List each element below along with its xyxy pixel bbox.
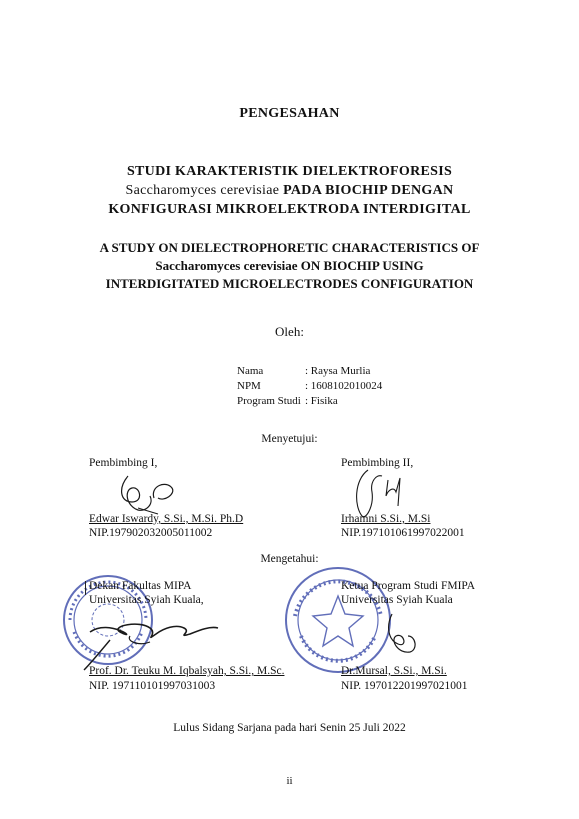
by-label: Oleh: [275,324,304,339]
title-en-line1: A STUDY ON DIELECTROPHORETIC CHARACTERISTICS OF [99,240,480,255]
title-id-line3: KONFIGURASI MIKROELEKTRODA INTERDIGITAL [108,202,471,217]
dean-role-line2: Universitas Syiah Kuala, [89,594,204,606]
acknowledged-label: Mengetahui: [260,553,319,565]
supervisor1-role: Pembimbing I, [89,457,158,469]
author-identity [237,364,437,409]
title-en-line3: INTERDIGITATED MICROELECTRODES CONFIGURATION [105,276,474,291]
name-value: : Raysa Murlia [305,365,371,377]
npm-label: NPM [237,380,261,392]
prodi-label: Program Studi [237,395,301,407]
dean-role-line1: Dekan Fakultas MIPA [89,580,192,592]
supervisor1-signature [110,468,190,516]
supervisor1-nip: NIP.197902032005011002 [89,527,213,539]
supervisor2-name: Irhamni S.Si., M.Si [341,513,431,525]
title-id-line2 [0,181,579,200]
title-id-line1: STUDI KARAKTERISTIK DIELEKTROFORESIS [126,164,453,179]
supervisor2-nip: NIP.197101061997022001 [341,527,465,539]
supervisor2-role: Pembimbing II, [341,457,414,469]
title-en-line2: Saccharomyces cerevisiae ON BIOCHIP USING [155,258,424,273]
head-program-name: Dr.Mursal, S.Si., M.Si. [341,665,447,677]
thesis-title-indonesian [0,162,579,219]
title-id-species: Saccharomyces cerevisiae [125,183,280,198]
dean-name: Prof. Dr. Teuku M. Iqbalsyah, S.Si., M.Sc. [89,665,285,677]
head-role-line2: Universitas Syiah Kuala [341,594,453,606]
approved-label: Menyetujui: [261,433,318,445]
page-number: ii [286,775,293,787]
page-heading: PENGESAHAN [239,106,340,121]
dean-signature [80,612,230,672]
margin-mark [85,581,86,595]
head-role-line1: Ketua Program Studi FMIPA [341,580,476,592]
title-id-line2-rest: PADA BIOCHIP DENGAN [279,183,454,198]
head-program-signature [378,606,438,662]
name-label: Nama [237,365,264,377]
thesis-title-english [0,239,579,293]
supervisor1-name: Edwar Iswardy, S.Si., M.Si. Ph.D [89,513,244,525]
dean-nip: NIP. 197110101997031003 [89,680,216,692]
prodi-value: : Fisika [305,395,338,407]
head-program-nip: NIP. 197012201997021001 [341,680,468,692]
graduation-note: Lulus Sidang Sarjana pada hari Senin 25 Juli 2022 [173,722,406,734]
npm-value: : 1608102010024 [305,380,383,392]
